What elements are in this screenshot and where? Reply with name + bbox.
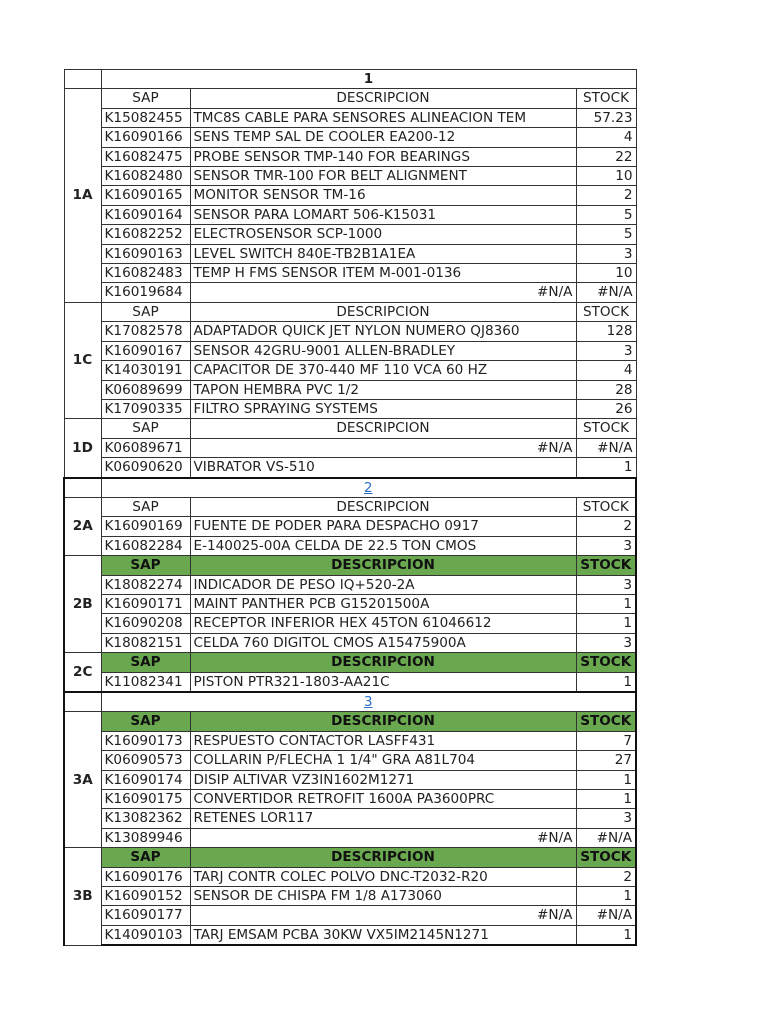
description-cell: CONVERTIDOR RETROFIT 1600A PA3600PRC (190, 790, 576, 809)
page-title-row (64, 478, 636, 498)
stock-cell: 3 (576, 244, 636, 263)
stock-cell: #N/A (576, 906, 636, 925)
page-title-row (64, 70, 636, 89)
table-row (64, 906, 636, 925)
descripcion-column-header: DESCRIPCION (190, 497, 576, 516)
sap-column-header: SAP (101, 497, 190, 516)
sap-cell: K16082252 (101, 225, 190, 244)
description-cell: TMC8S CABLE PARA SENSORES ALINEACION TEM (190, 108, 576, 127)
description-cell: VIBRATOR VS-510 (190, 458, 576, 478)
page-title: 1 (101, 70, 636, 89)
table-row (64, 575, 636, 594)
table-row (64, 147, 636, 166)
page-link[interactable]: 3 (101, 692, 636, 712)
section-header-row (64, 419, 636, 438)
stock-cell: 1 (576, 887, 636, 906)
sap-cell: K16082480 (101, 167, 190, 186)
description-cell: SENSOR PARA LOMART 506-K15031 (190, 205, 576, 224)
sap-cell: K06090573 (101, 751, 190, 770)
description-cell: MAINT PANTHER PCB G15201500A (190, 594, 576, 613)
table-row (64, 751, 636, 770)
stock-cell: 7 (576, 731, 636, 750)
stock-column-header: STOCK (576, 712, 636, 731)
sap-cell: K16090175 (101, 790, 190, 809)
table-row (64, 186, 636, 205)
sap-column-header: SAP (101, 848, 190, 867)
table-row (64, 633, 636, 652)
section-label: 2A (64, 497, 101, 555)
stock-cell: #N/A (576, 438, 636, 457)
sap-cell: K16090164 (101, 205, 190, 224)
section-header-row (64, 848, 636, 867)
description-cell: PROBE SENSOR TMP-140 FOR BEARINGS (190, 147, 576, 166)
sap-column-header: SAP (101, 302, 190, 321)
description-cell: RECEPTOR INFERIOR HEX 45TON 61046612 (190, 614, 576, 633)
description-cell: COLLARIN P/FLECHA 1 1/4" GRA A81L704 (190, 751, 576, 770)
descripcion-column-header: DESCRIPCION (190, 848, 576, 867)
stock-cell: 3 (576, 633, 636, 652)
sap-cell: K13089946 (101, 828, 190, 847)
table-row (64, 925, 636, 945)
sap-column-header: SAP (101, 89, 190, 108)
description-cell: CELDA 760 DIGITOL CMOS A15475900A (190, 633, 576, 652)
table-row (64, 828, 636, 847)
page-link[interactable]: 2 (101, 478, 636, 498)
table-row (64, 399, 636, 418)
sap-cell: K06089671 (101, 438, 190, 457)
sap-cell: K16090171 (101, 594, 190, 613)
stock-cell: 1 (576, 925, 636, 945)
section-header-row (64, 497, 636, 516)
table-row (64, 887, 636, 906)
sap-cell: K16090165 (101, 186, 190, 205)
stock-column-header: STOCK (576, 556, 636, 575)
description-cell: RESPUESTO CONTACTOR LASFF431 (190, 731, 576, 750)
table-row (64, 438, 636, 457)
sap-cell: K16019684 (101, 283, 190, 302)
sap-cell: K06090620 (101, 458, 190, 478)
table-row (64, 108, 636, 127)
description-cell: PISTON PTR321-1803-AA21C (190, 672, 576, 692)
stock-cell: 10 (576, 167, 636, 186)
sap-cell: K16090152 (101, 887, 190, 906)
page-title-row (64, 692, 636, 712)
table-row (64, 361, 636, 380)
description-cell: LEVEL SWITCH 840E-TB2B1A1EA (190, 244, 576, 263)
stock-cell: 28 (576, 380, 636, 399)
table-row (64, 867, 636, 886)
table-row (64, 225, 636, 244)
na-description-cell: #N/A (190, 906, 576, 925)
sap-cell: K14090103 (101, 925, 190, 945)
table-row (64, 341, 636, 360)
description-cell: FILTRO SPRAYING SYSTEMS (190, 399, 576, 418)
table-row (64, 790, 636, 809)
sap-cell: K13082362 (101, 809, 190, 828)
description-cell: E-140025-00A CELDA DE 22.5 TON CMOS (190, 536, 576, 555)
sap-column-header: SAP (101, 556, 190, 575)
stock-cell: 1 (576, 672, 636, 692)
section-label: 3B (64, 848, 101, 946)
stock-cell: #N/A (576, 283, 636, 302)
stock-cell: 2 (576, 867, 636, 886)
stock-cell: #N/A (576, 828, 636, 847)
stock-cell: 3 (576, 536, 636, 555)
descripcion-column-header: DESCRIPCION (190, 556, 576, 575)
table-row (64, 244, 636, 263)
description-cell: SENSOR TMR-100 FOR BELT ALIGNMENT (190, 167, 576, 186)
stock-cell: 1 (576, 594, 636, 613)
section-label: 2B (64, 556, 101, 653)
sap-cell: K06089699 (101, 380, 190, 399)
stock-table (63, 69, 637, 946)
sap-cell: K16090174 (101, 770, 190, 789)
sap-cell: K17082578 (101, 322, 190, 341)
description-cell: FUENTE DE PODER PARA DESPACHO 0917 (190, 517, 576, 536)
sap-column-header: SAP (101, 712, 190, 731)
sap-cell: K16082284 (101, 536, 190, 555)
na-description-cell: #N/A (190, 438, 576, 457)
description-cell: RETENES LOR117 (190, 809, 576, 828)
stock-column-header: STOCK (576, 419, 636, 438)
sap-cell: K16090208 (101, 614, 190, 633)
sap-cell: K16090167 (101, 341, 190, 360)
description-cell: SENSOR 42GRU-9001 ALLEN-BRADLEY (190, 341, 576, 360)
stock-cell: 5 (576, 205, 636, 224)
stock-column-header: STOCK (576, 848, 636, 867)
section-header-row (64, 556, 636, 575)
page-corner-cell (64, 692, 101, 712)
sap-cell: K16090177 (101, 906, 190, 925)
stock-cell: 5 (576, 225, 636, 244)
table-row (64, 594, 636, 613)
stock-cell: 26 (576, 399, 636, 418)
sap-cell: K16090166 (101, 128, 190, 147)
section-header-row (64, 712, 636, 731)
stock-cell: 3 (576, 809, 636, 828)
table-row (64, 614, 636, 633)
stock-cell: 4 (576, 361, 636, 380)
section-header-row (64, 653, 636, 672)
stock-cell: 1 (576, 770, 636, 789)
inventory-sheet (63, 69, 637, 946)
sap-cell: K16090163 (101, 244, 190, 263)
stock-cell: 1 (576, 614, 636, 633)
description-cell: TAPON HEMBRA PVC 1/2 (190, 380, 576, 399)
na-description-cell: #N/A (190, 828, 576, 847)
section-label: 2C (64, 653, 101, 692)
sap-column-header: SAP (101, 419, 190, 438)
stock-cell: 10 (576, 264, 636, 283)
sap-cell: K11082341 (101, 672, 190, 692)
stock-cell: 27 (576, 751, 636, 770)
sap-cell: K18082274 (101, 575, 190, 594)
stock-cell: 22 (576, 147, 636, 166)
table-row (64, 536, 636, 555)
description-cell: CAPACITOR DE 370-440 MF 110 VCA 60 HZ (190, 361, 576, 380)
stock-column-header: STOCK (576, 653, 636, 672)
section-header-row (64, 302, 636, 321)
stock-column-header: STOCK (576, 497, 636, 516)
section-label: 3A (64, 712, 101, 848)
table-row (64, 128, 636, 147)
description-cell: INDICADOR DE PESO IQ+520-2A (190, 575, 576, 594)
table-row (64, 322, 636, 341)
page-corner-cell (64, 478, 101, 498)
table-row (64, 264, 636, 283)
stock-column-header: STOCK (576, 89, 636, 108)
description-cell: SENS TEMP SAL DE COOLER EA200-12 (190, 128, 576, 147)
stock-column-header: STOCK (576, 302, 636, 321)
table-row (64, 205, 636, 224)
table-row (64, 380, 636, 399)
descripcion-column-header: DESCRIPCION (190, 653, 576, 672)
description-cell: TEMP H FMS SENSOR ITEM M-001-0136 (190, 264, 576, 283)
sap-cell: K15082455 (101, 108, 190, 127)
stock-cell: 3 (576, 575, 636, 594)
stock-cell: 4 (576, 128, 636, 147)
section-label: 1C (64, 302, 101, 418)
section-label: 1D (64, 419, 101, 478)
table-row (64, 517, 636, 536)
sap-cell: K18082151 (101, 633, 190, 652)
descripcion-column-header: DESCRIPCION (190, 419, 576, 438)
na-description-cell: #N/A (190, 283, 576, 302)
descripcion-column-header: DESCRIPCION (190, 302, 576, 321)
page-corner-cell (64, 70, 101, 89)
description-cell: MONITOR SENSOR TM-16 (190, 186, 576, 205)
description-cell: ELECTROSENSOR SCP-1000 (190, 225, 576, 244)
stock-cell: 3 (576, 341, 636, 360)
table-row (64, 731, 636, 750)
description-cell: TARJ CONTR COLEC POLVO DNC-T2032-R20 (190, 867, 576, 886)
description-cell: TARJ EMSAM PCBA 30KW VX5IM2145N1271 (190, 925, 576, 945)
stock-cell: 128 (576, 322, 636, 341)
descripcion-column-header: DESCRIPCION (190, 712, 576, 731)
stock-cell: 57.23 (576, 108, 636, 127)
table-row (64, 809, 636, 828)
section-header-row (64, 89, 636, 108)
sap-column-header: SAP (101, 653, 190, 672)
table-row (64, 770, 636, 789)
stock-cell: 2 (576, 186, 636, 205)
description-cell: ADAPTADOR QUICK JET NYLON NUMERO QJ8360 (190, 322, 576, 341)
sap-cell: K16082475 (101, 147, 190, 166)
description-cell: SENSOR DE CHISPA FM 1/8 A173060 (190, 887, 576, 906)
table-row (64, 672, 636, 692)
description-cell: DISIP ALTIVAR VZ3IN1602M1271 (190, 770, 576, 789)
sap-cell: K14030191 (101, 361, 190, 380)
descripcion-column-header: DESCRIPCION (190, 89, 576, 108)
table-row (64, 283, 636, 302)
table-row (64, 167, 636, 186)
sap-cell: K16090176 (101, 867, 190, 886)
sap-cell: K16082483 (101, 264, 190, 283)
sap-cell: K17090335 (101, 399, 190, 418)
sap-cell: K16090169 (101, 517, 190, 536)
sap-cell: K16090173 (101, 731, 190, 750)
table-row (64, 458, 636, 478)
section-label: 1A (64, 89, 101, 302)
stock-cell: 2 (576, 517, 636, 536)
stock-cell: 1 (576, 458, 636, 478)
stock-cell: 1 (576, 790, 636, 809)
